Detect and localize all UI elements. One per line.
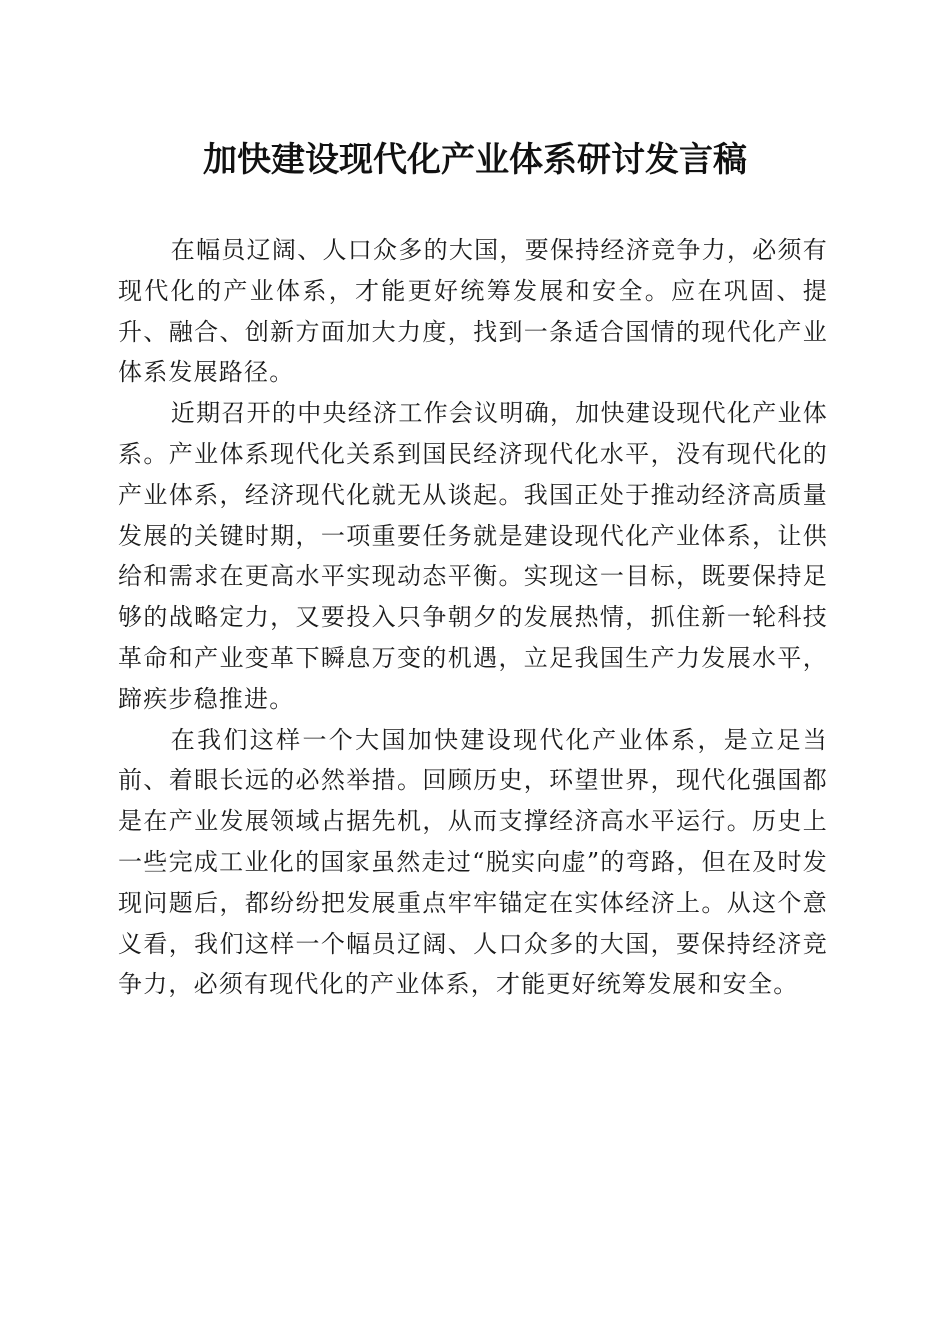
paragraph-1: 在幅员辽阔、人口众多的大国，要保持经济竞争力，必须有现代化的产业体系，才能更好统筹发展和安全。应在巩固、提升、融合、创新方面加大力度，找到一条适合国情的现代化产业体系发展路径。	[118, 236, 828, 387]
document-title: 加快建设现代化产业体系研讨发言稿	[203, 140, 747, 180]
paragraph-3: 在我们这样一个大国加快建设现代化产业体系，是立足当前、着眼长远的必然举措。回顾历史，环望世界，现代化强国都是在产业发展领域占据先机，从而支撑经济高水平运行。历史上一些完成工业化的国家虽然走过“脱实向虚”的弯路，但在及时发现问题后，都纷纷把发展重点牢牢锚定在实体经济上。从这个意义看，我们这样一个幅员辽阔、人口众多的大国，要保持经济竞争力，必须有现代化的产业体系，才能更好统筹发展和安全。	[118, 725, 828, 999]
paragraph-2: 近期召开的中央经济工作会议明确，加快建设现代化产业体系。产业体系现代化关系到国民经济现代化水平，没有现代化的产业体系，经济现代化就无从谈起。我国正处于推动经济高质量发展的关键时期，一项重要任务就是建设现代化产业体系，让供给和需求在更高水平实现动态平衡。实现这一目标，既要保持足够的战略定力，又要投入只争朝夕的发展热情，抓住新一轮科技革命和产业变革下瞬息万变的机遇，立足我国生产力发展水平，蹄疾步稳推进。	[118, 399, 828, 713]
document-body	[118, 230, 828, 1005]
